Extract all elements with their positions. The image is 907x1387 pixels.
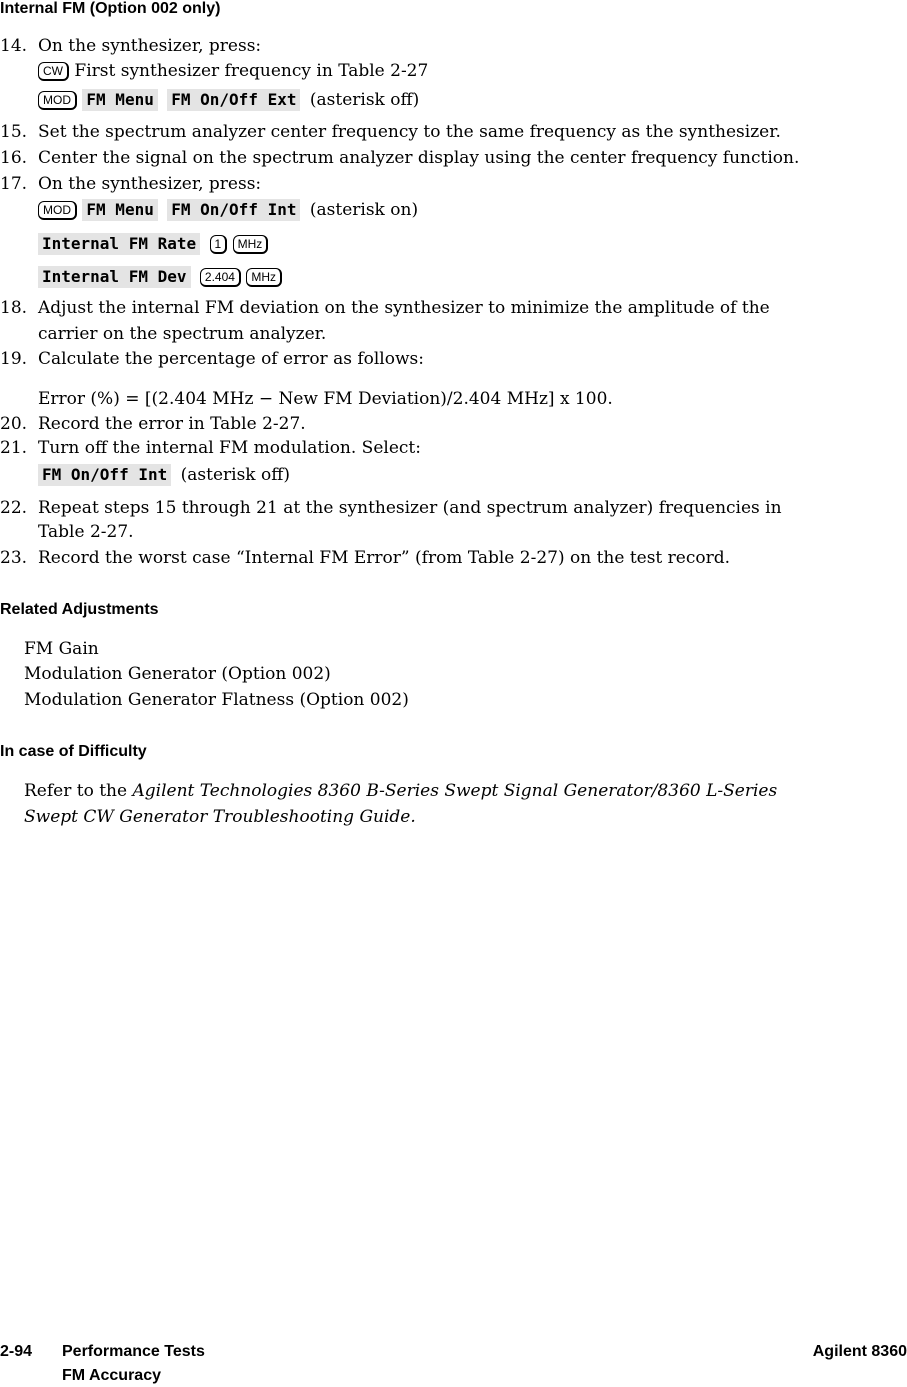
step-number: 22. bbox=[0, 498, 28, 518]
step-number: 15. bbox=[0, 122, 28, 142]
related-item: FM Gain bbox=[24, 639, 99, 659]
step-21-select bbox=[38, 464, 290, 486]
footer-section: Performance Tests bbox=[62, 1343, 205, 1360]
softkey-fm-onoff-ext: FM On/Off Ext bbox=[167, 89, 300, 111]
softkey-fm-menu: FM Menu bbox=[82, 199, 157, 221]
softkey-internal-fm-rate: Internal FM Rate bbox=[38, 233, 200, 255]
step-text: (asterisk off) bbox=[309, 90, 420, 110]
softkey-fm-onoff-int: FM On/Off Int bbox=[167, 199, 300, 221]
step-number: 14. bbox=[0, 36, 28, 56]
cw-key: CW bbox=[38, 62, 69, 81]
mod-key: MOD bbox=[38, 201, 77, 220]
step-number: 20. bbox=[0, 414, 28, 434]
step-22-cont: Table 2-27. bbox=[38, 522, 134, 542]
section-title: Internal FM (Option 002 only) bbox=[0, 0, 221, 17]
difficulty-text-line2: Swept CW Generator Troubleshooting Guide. bbox=[24, 807, 416, 827]
page-number: 2-94 bbox=[0, 1343, 33, 1360]
step-number: 18. bbox=[0, 298, 28, 318]
step-text: On the synthesizer, press: bbox=[38, 174, 262, 194]
step-text: First synthesizer frequency in Table 2-27 bbox=[74, 61, 429, 81]
step-17-rate bbox=[38, 233, 268, 255]
softkey-fm-onoff-int: FM On/Off Int bbox=[38, 464, 171, 486]
key-1: 1 bbox=[210, 235, 228, 254]
footer-product: Agilent 8360 bbox=[812, 1343, 907, 1360]
difficulty-title: In case of Difficulty bbox=[0, 743, 147, 760]
difficulty-prefix: Refer to the bbox=[24, 781, 128, 801]
step-number: 16. bbox=[0, 148, 28, 168]
step-text: Center the signal on the spectrum analyzer display using the center frequency function. bbox=[38, 148, 800, 168]
step-text: Calculate the percentage of error as follows: bbox=[38, 349, 424, 369]
step-text: Record the worst case “Internal FM Error” (from Table 2-27) on the test record. bbox=[38, 548, 731, 568]
step-14-mod bbox=[38, 89, 419, 111]
step-text: (asterisk on) bbox=[309, 200, 419, 220]
step-text: Repeat steps 15 through 21 at the synthesizer (and spectrum analyzer) frequencies in bbox=[38, 498, 782, 518]
related-item: Modulation Generator Flatness (Option 002) bbox=[24, 690, 409, 710]
mod-key: MOD bbox=[38, 91, 77, 110]
step-text: Record the error in Table 2-27. bbox=[38, 414, 306, 434]
step-text: Turn off the internal FM modulation. Select: bbox=[38, 438, 421, 458]
related-item: Modulation Generator (Option 002) bbox=[24, 664, 331, 684]
step-text: Adjust the internal FM deviation on the synthesizer to minimize the amplitude of the bbox=[38, 298, 770, 318]
step-number: 23. bbox=[0, 548, 28, 568]
step-number: 21. bbox=[0, 438, 28, 458]
key-2404: 2.404 bbox=[200, 268, 241, 287]
step-text: Set the spectrum analyzer center frequency to the same frequency as the synthesizer. bbox=[38, 122, 781, 142]
softkey-internal-fm-dev: Internal FM Dev bbox=[38, 266, 191, 288]
step-18-cont: carrier on the spectrum analyzer. bbox=[38, 324, 327, 344]
key-mhz: MHz bbox=[246, 268, 282, 287]
related-adjustments-title: Related Adjustments bbox=[0, 601, 159, 618]
step-17-mod bbox=[38, 199, 418, 221]
step-text: On the synthesizer, press: bbox=[38, 36, 262, 56]
step-17-dev bbox=[38, 266, 282, 288]
softkey-fm-menu: FM Menu bbox=[82, 89, 157, 111]
step-14-cw bbox=[38, 61, 428, 81]
step-number: 19. bbox=[0, 349, 28, 369]
guide-title: Agilent Technologies 8360 B-Series Swept Signal Generator/8360 L-Series bbox=[132, 781, 778, 801]
step-number: 17. bbox=[0, 174, 28, 194]
footer-subsection: FM Accuracy bbox=[62, 1367, 161, 1384]
error-formula: Error (%) = [(2.404 MHz − New FM Deviation)/2.404 MHz] x 100. bbox=[38, 389, 613, 409]
difficulty-text-line1 bbox=[24, 781, 777, 801]
key-mhz: MHz bbox=[233, 235, 269, 254]
step-text: (asterisk off) bbox=[180, 465, 290, 485]
